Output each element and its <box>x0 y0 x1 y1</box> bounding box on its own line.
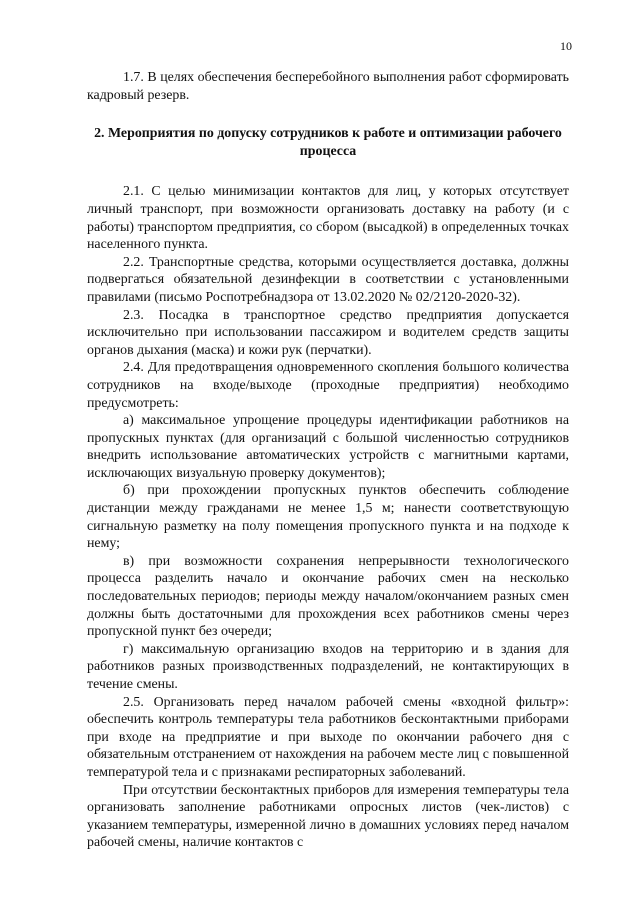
page-number: 10 <box>560 39 572 53</box>
paragraph-no-devices: При отсутствии бесконтактных приборов для измерения температуры тела организовать заполнение работниками опросных листов (чек-листов) с указанием температуры, измеренной лично в домашних условиях перед началом рабочей смены, наличие контактов с <box>87 782 569 851</box>
section-heading: 2. Мероприятия по допуску сотрудников к работе и оптимизации рабочего процесса <box>94 126 562 159</box>
paragraph-2-4-c: в) при возможности сохранения непрерывности технологического процесса разделить начало и окончание рабочих смен на несколько последовательных периодов; периоды между началом/окончанием разных смен должны быть достаточными для прохождения всех работников смены через пропускной пункт без очереди; <box>87 553 569 640</box>
page-content <box>87 69 569 852</box>
paragraph-2-2: 2.2. Транспортные средства, которыми осуществляется доставка, должны подвергаться обязательной дезинфекции в соответствии с установленными правилами (письмо Роспотребнадзора от 13.02.2020 № 02/2120-2020-32). <box>87 254 569 305</box>
paragraph-2-3: 2.3. Посадка в транспортное средство предприятия допускается исключительно при использовании пассажиром и водителем средств защиты органов дыхания (маска) и кожи рук (перчатки). <box>87 307 569 358</box>
paragraph-2-4: 2.4. Для предотвращения одновременного скопления большого количества сотрудников на входе/выходе (проходные предприятия) необходимо предусмотреть: <box>87 360 569 411</box>
paragraph-2-1: 2.1. С целью минимизации контактов для лиц, у которых отсутствует личный транспорт, при возможности организовать доставку на работу (и с работы) транспортом предприятия, со сбором (высадкой) в определенных точках населенного пункта. <box>87 184 569 253</box>
paragraph-1-7: 1.7. В целях обеспечения бесперебойного выполнения работ сформировать кадровый резерв. <box>87 70 569 103</box>
paragraph-2-4-b: б) при прохождении пропускных пунктов обеспечить соблюдение дистанции между гражданами не менее 1,5 м; нанести соответствующую сигнальную разметку на полу помещения пропускного пункта и на подходе к нему; <box>87 483 569 552</box>
paragraph-2-5: 2.5. Организовать перед началом рабочей смены «входной фильтр»: обеспечить контроль температуры тела работников бесконтактными приборами при входе на предприятие и при выходе по окончании рабочего дня с обязательным отстранением от нахождения на рабочем месте лиц с повышенной температурой тела и с признаками респираторных заболеваний. <box>87 694 569 780</box>
paragraph-2-4-a: а) максимальное упрощение процедуры идентификации работников на пропускных пунктах (для организаций с большой численностью сотрудников внедрить использование автоматических устройств с магнитными картами, исключающих визуальную проверку документов); <box>87 413 569 481</box>
paragraph-2-4-d: г) максимальную организацию входов на территорию и в здания для работников разных производственных подразделений, не контактирующих в течение смены. <box>87 641 569 692</box>
